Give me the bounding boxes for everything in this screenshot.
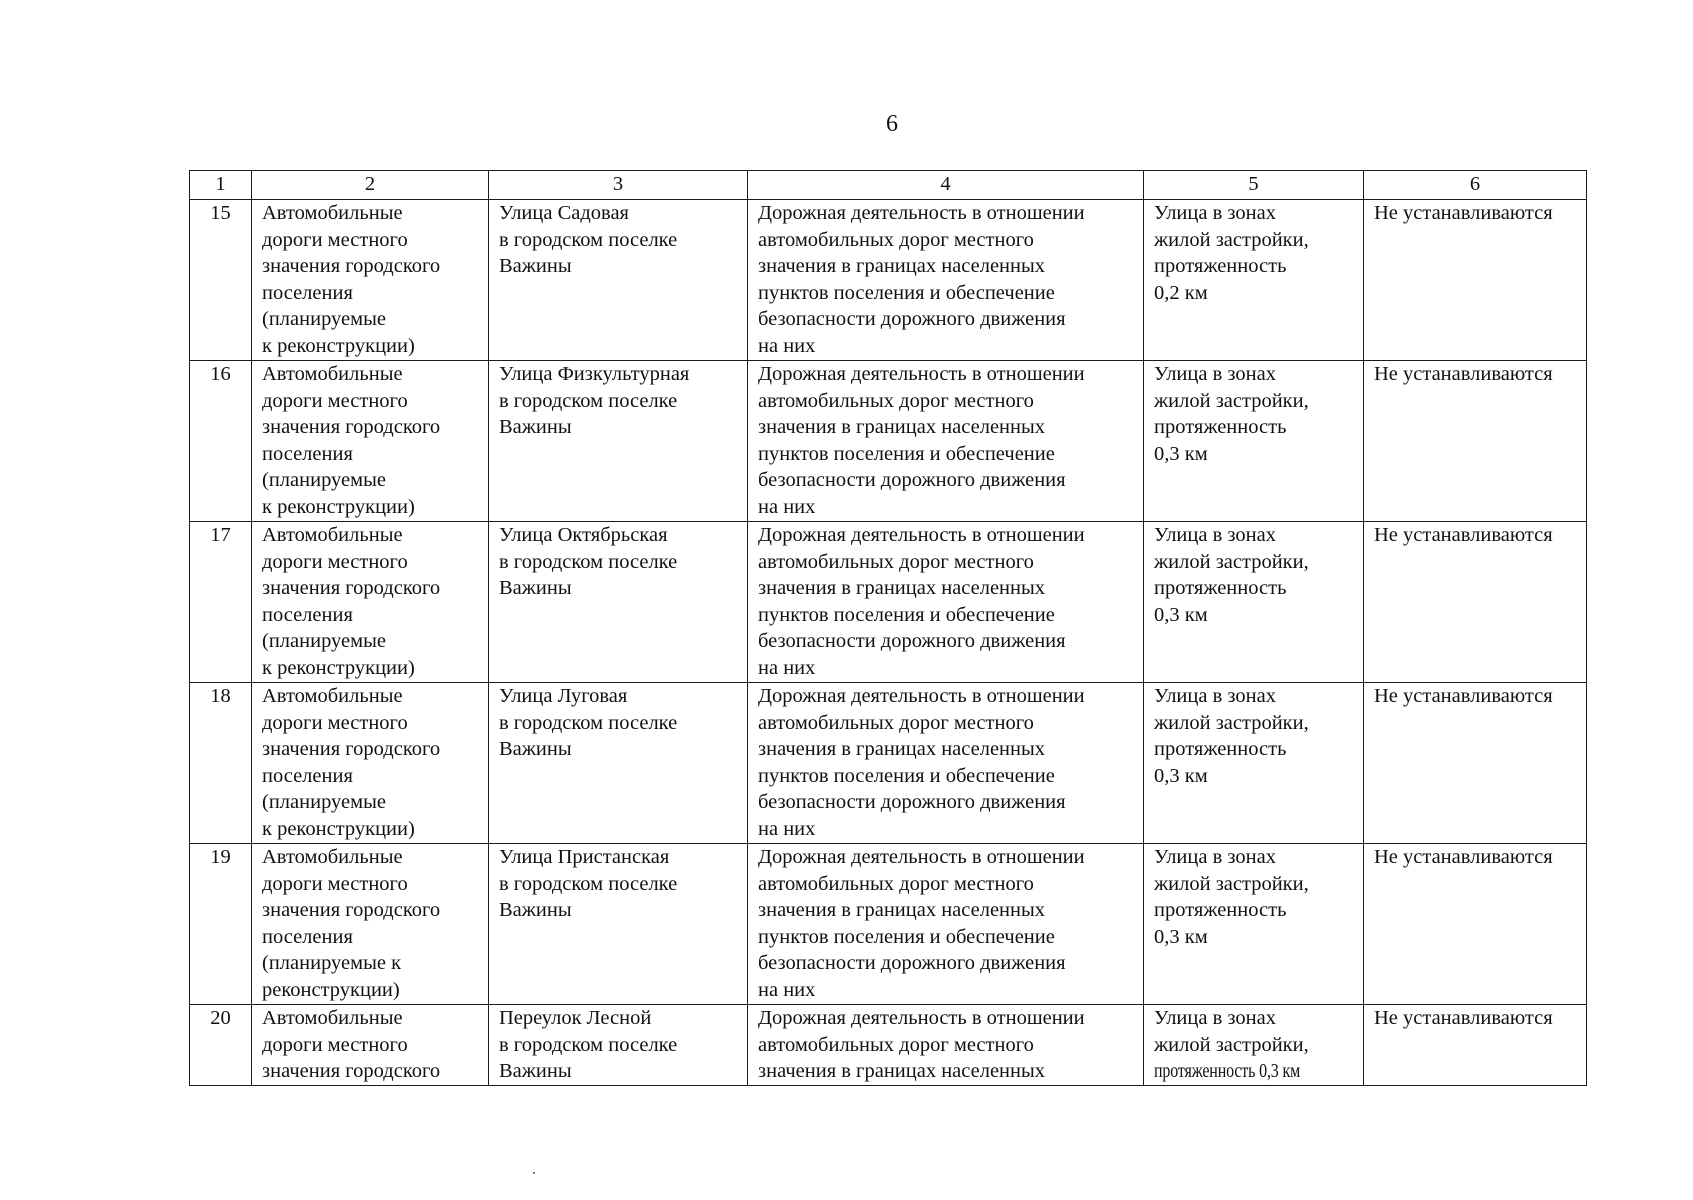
zones-cell bbox=[1364, 361, 1587, 522]
cell-text-line: на них bbox=[758, 817, 816, 840]
cell-text-line: безопасности дорожного движения bbox=[758, 952, 1066, 975]
cell-text-line: на них bbox=[758, 334, 816, 357]
cell-text-line: значения городского bbox=[262, 738, 441, 761]
cell-text-line: в городском поселке bbox=[499, 550, 678, 573]
purpose-cell bbox=[748, 844, 1144, 1005]
cell-text-line: Не устанавливаются bbox=[1374, 202, 1553, 224]
table-row bbox=[190, 1005, 1587, 1086]
cell-text-line: пунктов поселения и обеспечение bbox=[758, 603, 1055, 626]
cell-text-line: поселения bbox=[262, 603, 353, 626]
zones-cell bbox=[1364, 683, 1587, 844]
cell-text-line: 0,3 км bbox=[1154, 603, 1208, 626]
cell-text-line: в городском поселке bbox=[499, 872, 678, 895]
cell-text-line: автомобильных дорог местного bbox=[758, 389, 1034, 412]
cell-text-line: протяженность bbox=[1154, 899, 1287, 922]
cell-text-line: поселения bbox=[262, 925, 353, 948]
cell-text-line: пунктов поселения и обеспечение bbox=[758, 764, 1055, 787]
purpose-cell bbox=[748, 361, 1144, 522]
cell-text-line: Не устанавливаются bbox=[1374, 685, 1553, 707]
characteristics-cell bbox=[1144, 683, 1364, 844]
cell-text-line: Улица в зонах bbox=[1154, 1007, 1276, 1029]
cell-text-line: (планируемые bbox=[262, 308, 386, 331]
cell-text-line: к реконструкции) bbox=[262, 334, 415, 357]
cell-text-line: значения в границах населенных bbox=[758, 738, 1046, 761]
cell-text-line: Улица в зонах bbox=[1154, 363, 1276, 385]
cell-text-line: 0,3 км bbox=[1154, 764, 1208, 787]
cell-text-line: пунктов поселения и обеспечение bbox=[758, 442, 1055, 465]
cell-text-line: Автомобильные bbox=[262, 202, 403, 224]
cell-text-line: автомобильных дорог местного bbox=[758, 228, 1034, 251]
object-name-cell bbox=[489, 361, 748, 522]
table-header-row bbox=[190, 171, 1587, 200]
cell-text-line: значения в границах населенных bbox=[758, 577, 1046, 600]
object-type-cell bbox=[252, 1005, 489, 1086]
cell-text-line: 0,2 км bbox=[1154, 281, 1208, 304]
cell-text-line: Улица в зонах bbox=[1154, 685, 1276, 707]
cell-text-line: (планируемые bbox=[262, 469, 386, 492]
characteristics-cell bbox=[1144, 1005, 1364, 1086]
cell-text-line: безопасности дорожного движения bbox=[758, 469, 1066, 492]
row-number-cell: 20 bbox=[190, 1005, 252, 1086]
cell-text-line: к реконструкции) bbox=[262, 656, 415, 679]
cell-text-line: в городском поселке bbox=[499, 1033, 678, 1056]
object-name-cell bbox=[489, 200, 748, 361]
cell-text-line: жилой застройки, bbox=[1154, 550, 1309, 573]
cell-text-line: жилой застройки, bbox=[1154, 1033, 1309, 1056]
cell-text-line: на них bbox=[758, 978, 816, 1001]
cell-text-line: протяженность bbox=[1154, 416, 1287, 439]
cell-text-line: автомобильных дорог местного bbox=[758, 711, 1034, 734]
cell-text-line: 0,3 км bbox=[1154, 442, 1208, 465]
purpose-cell bbox=[748, 522, 1144, 683]
scan-speck bbox=[533, 1172, 535, 1174]
cell-text-line: Улица Садовая bbox=[499, 202, 629, 224]
object-name-cell bbox=[489, 844, 748, 1005]
object-type-cell bbox=[252, 844, 489, 1005]
cell-text-line: Дорожная деятельность в отношении bbox=[758, 202, 1085, 224]
cell-text-line: Автомобильные bbox=[262, 363, 403, 385]
cell-text-line: жилой застройки, bbox=[1154, 389, 1309, 412]
cell-text-line: пунктов поселения и обеспечение bbox=[758, 925, 1055, 948]
cell-text-line: в городском поселке bbox=[499, 228, 678, 251]
purpose-cell bbox=[748, 200, 1144, 361]
cell-text-line: значения в границах населенных bbox=[758, 255, 1046, 278]
cell-text-line: Улица Луговая bbox=[499, 685, 628, 707]
cell-text-line: протяженность bbox=[1154, 255, 1287, 278]
cell-text-line: протяженность 0,3 км bbox=[1154, 1060, 1301, 1083]
cell-text-line: Важины bbox=[499, 416, 572, 439]
cell-text-line: Дорожная деятельность в отношении bbox=[758, 846, 1085, 868]
object-name-cell bbox=[489, 522, 748, 683]
cell-text-line: Важины bbox=[499, 738, 572, 761]
column-number-5: 5 bbox=[1144, 171, 1364, 200]
cell-text-line: жилой застройки, bbox=[1154, 711, 1309, 734]
cell-text-line: поселения bbox=[262, 442, 353, 465]
column-number-3: 3 bbox=[489, 171, 748, 200]
cell-text-line: безопасности дорожного движения bbox=[758, 308, 1066, 331]
cell-text-line: значения городского bbox=[262, 577, 441, 600]
cell-text-line: Улица Физкультурная bbox=[499, 363, 690, 385]
cell-text-line: Не устанавливаются bbox=[1374, 1007, 1553, 1029]
cell-text-line: жилой застройки, bbox=[1154, 872, 1309, 895]
column-number-1: 1 bbox=[190, 171, 252, 200]
cell-text-line: значения в границах населенных bbox=[758, 416, 1046, 439]
page-number: 6 bbox=[886, 111, 898, 137]
table-row bbox=[190, 361, 1587, 522]
row-number-cell: 15 bbox=[190, 200, 252, 361]
cell-text-line: Важины bbox=[499, 899, 572, 922]
cell-text-line: поселения bbox=[262, 764, 353, 787]
zones-cell bbox=[1364, 522, 1587, 683]
cell-text-line: протяженность bbox=[1154, 577, 1287, 600]
purpose-cell bbox=[748, 683, 1144, 844]
table-row bbox=[190, 683, 1587, 844]
cell-text-line: Улица в зонах bbox=[1154, 846, 1276, 868]
cell-text-line: Дорожная деятельность в отношении bbox=[758, 524, 1085, 546]
cell-text-line: Не устанавливаются bbox=[1374, 363, 1553, 385]
characteristics-cell bbox=[1144, 361, 1364, 522]
characteristics-cell bbox=[1144, 844, 1364, 1005]
cell-text-line: Дорожная деятельность в отношении bbox=[758, 363, 1085, 385]
cell-text-line: значения городского bbox=[262, 899, 441, 922]
cell-text-line: реконструкции) bbox=[262, 978, 400, 1001]
object-type-cell bbox=[252, 683, 489, 844]
cell-text-line: дороги местного bbox=[262, 389, 408, 412]
cell-text-line: в городском поселке bbox=[499, 389, 678, 412]
cell-text-line: поселения bbox=[262, 281, 353, 304]
cell-text-line: (планируемые к bbox=[262, 952, 402, 975]
cell-text-line: жилой застройки, bbox=[1154, 228, 1309, 251]
row-number-cell: 18 bbox=[190, 683, 252, 844]
column-number-2: 2 bbox=[252, 171, 489, 200]
object-type-cell bbox=[252, 522, 489, 683]
cell-text-line: 0,3 км bbox=[1154, 925, 1208, 948]
cell-text-line: Автомобильные bbox=[262, 524, 403, 546]
column-number-6: 6 bbox=[1364, 171, 1587, 200]
cell-text-line: автомобильных дорог местного bbox=[758, 550, 1034, 573]
cell-text-line: автомобильных дорог местного bbox=[758, 1033, 1034, 1056]
row-number-cell: 19 bbox=[190, 844, 252, 1005]
cell-text-line: Улица Октябрьская bbox=[499, 524, 668, 546]
object-type-cell bbox=[252, 200, 489, 361]
cell-text-line: Дорожная деятельность в отношении bbox=[758, 685, 1085, 707]
cell-text-line: значения городского bbox=[262, 1060, 441, 1083]
zones-cell bbox=[1364, 200, 1587, 361]
cell-text-line: Улица Пристанская bbox=[499, 846, 670, 868]
cell-text-line: автомобильных дорог местного bbox=[758, 872, 1034, 895]
object-name-cell bbox=[489, 683, 748, 844]
cell-text-line: Автомобильные bbox=[262, 846, 403, 868]
cell-text-line: Важины bbox=[499, 255, 572, 278]
cell-text-line: Улица в зонах bbox=[1154, 524, 1276, 546]
cell-text-line: в городском поселке bbox=[499, 711, 678, 734]
cell-text-line: Автомобильные bbox=[262, 685, 403, 707]
zones-cell bbox=[1364, 1005, 1587, 1086]
characteristics-cell bbox=[1144, 522, 1364, 683]
cell-text-line: значения в границах населенных bbox=[758, 1060, 1046, 1083]
cell-text-line: дороги местного bbox=[262, 1033, 408, 1056]
cell-text-line: Важины bbox=[499, 577, 572, 600]
cell-text-line: (планируемые bbox=[262, 630, 386, 653]
cell-text-line: значения в границах населенных bbox=[758, 899, 1046, 922]
purpose-cell bbox=[748, 1005, 1144, 1086]
cell-text-line: безопасности дорожного движения bbox=[758, 630, 1066, 653]
table-row bbox=[190, 522, 1587, 683]
object-type-cell bbox=[252, 361, 489, 522]
cell-text-line: (планируемые bbox=[262, 791, 386, 814]
row-number-cell: 16 bbox=[190, 361, 252, 522]
cell-text-line: дороги местного bbox=[262, 711, 408, 734]
cell-text-line: значения городского bbox=[262, 416, 441, 439]
cell-text-line: пунктов поселения и обеспечение bbox=[758, 281, 1055, 304]
cell-text-line: на них bbox=[758, 656, 816, 679]
cell-text-line: дороги местного bbox=[262, 872, 408, 895]
cell-text-line: Автомобильные bbox=[262, 1007, 403, 1029]
cell-text-line: Улица в зонах bbox=[1154, 202, 1276, 224]
table-row bbox=[190, 844, 1587, 1005]
cell-text-line: к реконструкции) bbox=[262, 495, 415, 518]
cell-text-line: значения городского bbox=[262, 255, 441, 278]
characteristics-cell bbox=[1144, 200, 1364, 361]
zones-cell bbox=[1364, 844, 1587, 1005]
cell-text-line: Не устанавливаются bbox=[1374, 846, 1553, 868]
cell-text-line: Важины bbox=[499, 1060, 572, 1083]
cell-text-line: дороги местного bbox=[262, 550, 408, 573]
object-name-cell bbox=[489, 1005, 748, 1086]
column-number-4: 4 bbox=[748, 171, 1144, 200]
roads-register-table bbox=[189, 170, 1587, 1086]
cell-text-line: безопасности дорожного движения bbox=[758, 791, 1066, 814]
cell-text-line: Переулок Лесной bbox=[499, 1007, 652, 1029]
cell-text-line: к реконструкции) bbox=[262, 817, 415, 840]
cell-text-line: дороги местного bbox=[262, 228, 408, 251]
table-row bbox=[190, 200, 1587, 361]
cell-text-line: Дорожная деятельность в отношении bbox=[758, 1007, 1085, 1029]
cell-text-line: на них bbox=[758, 495, 816, 518]
cell-text-line: протяженность bbox=[1154, 738, 1287, 761]
row-number-cell: 17 bbox=[190, 522, 252, 683]
cell-text-line: Не устанавливаются bbox=[1374, 524, 1553, 546]
